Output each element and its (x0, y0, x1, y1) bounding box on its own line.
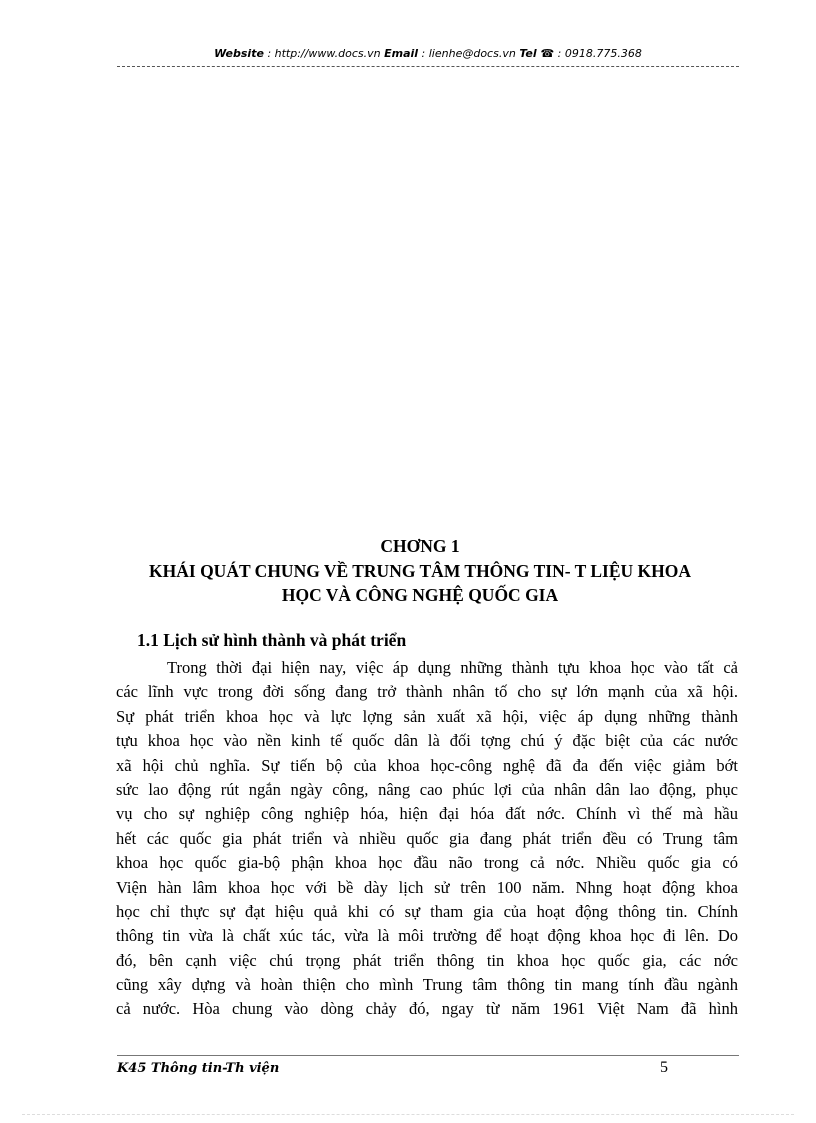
header-email-label: Email (384, 47, 419, 60)
header-divider (117, 66, 739, 67)
page-number: 5 (660, 1059, 668, 1076)
body-line: cả nước. Hòa chung vào dòng chảy đó, ngay từ năm 1961 Việt Nam đã hình (116, 999, 738, 1019)
chapter-number: CHƠNG 1 (380, 536, 460, 556)
body-line: sức lao động rút ngắn ngày công, nâng cao phúc lợi của nhân dân lao động, phục (116, 779, 738, 799)
body-line: học chỉ thực sự đạt hiệu quả khi có sự tham gia của hoạt động thông tin. Chính (116, 901, 738, 921)
header-tel-label: Tel ☎ (519, 47, 555, 60)
body-line: Viện hàn lâm khoa học với bề dày lịch sử trên 100 năm. Nhng hoạt động khoa (116, 877, 738, 897)
section-heading: 1.1 Lịch sử hình thành và phát triển (137, 630, 407, 650)
footer-divider (117, 1055, 739, 1056)
footer-label: K45 Thông tin-Th viện (117, 1061, 280, 1076)
body-line: Trong thời đại hiện nay, việc áp dụng những thành tựu khoa học vào tất cả (167, 658, 738, 677)
header-tel-value: : 0918.775.368 (557, 47, 642, 60)
body-line: các lĩnh vực trong đời sống đang trở thành nhân tố cho sự lớn mạnh của xã hội. (116, 682, 738, 702)
header-website-label: Website (214, 47, 264, 60)
body-line: Sự phát triển khoa học và lực lợng sản xuất xã hội, việc áp dụng những thành (116, 706, 738, 726)
body-line: cũng xây dựng và hoàn thiện cho mình Trung tâm thông tin mang tính đầu ngành (116, 975, 738, 995)
chapter-title-line-1: KHÁI QUÁT CHUNG VỀ TRUNG TÂM THÔNG TIN- T LIỆU KHOA (149, 561, 691, 581)
body-line: hết các quốc gia phát triển và nhiều quốc gia đang phát triển đều có Trung tâm (116, 828, 738, 848)
page-bottom-divider (22, 1114, 794, 1115)
body-line: khoa học quốc gia-bộ phận khoa học đầu não trong cả nớc. Nhiều quốc gia có (116, 853, 738, 873)
body-line: xã hội chủ nghĩa. Sự tiến bộ của khoa học-công nghệ đã đa đến việc giảm bớt (116, 755, 738, 775)
page-header (117, 47, 739, 60)
body-line: đó, bên cạnh việc chú trọng phát triển thông tin khoa học quốc gia, các nớc (116, 950, 738, 970)
body-paragraph (116, 656, 738, 1022)
body-line: thông tin vừa là chất xúc tác, vừa là môi trường để hoạt động khoa học đi lên. Do (116, 926, 738, 946)
chapter-title-line-2: HỌC VÀ CÔNG NGHỆ QUỐC GIA (281, 585, 559, 605)
header-website-value: : http://www.docs.vn (267, 47, 381, 60)
header-email-value: : lienhe@docs.vn (421, 47, 516, 60)
body-line: vụ cho sự nghiệp công nghiệp hóa, hiện đại hóa đất nớc. Chính vì thế mà hầu (116, 804, 738, 824)
body-line: tựu khoa học vào nền kinh tế quốc dân là đối tợng chú ý đặc biệt của các nước (116, 731, 738, 751)
